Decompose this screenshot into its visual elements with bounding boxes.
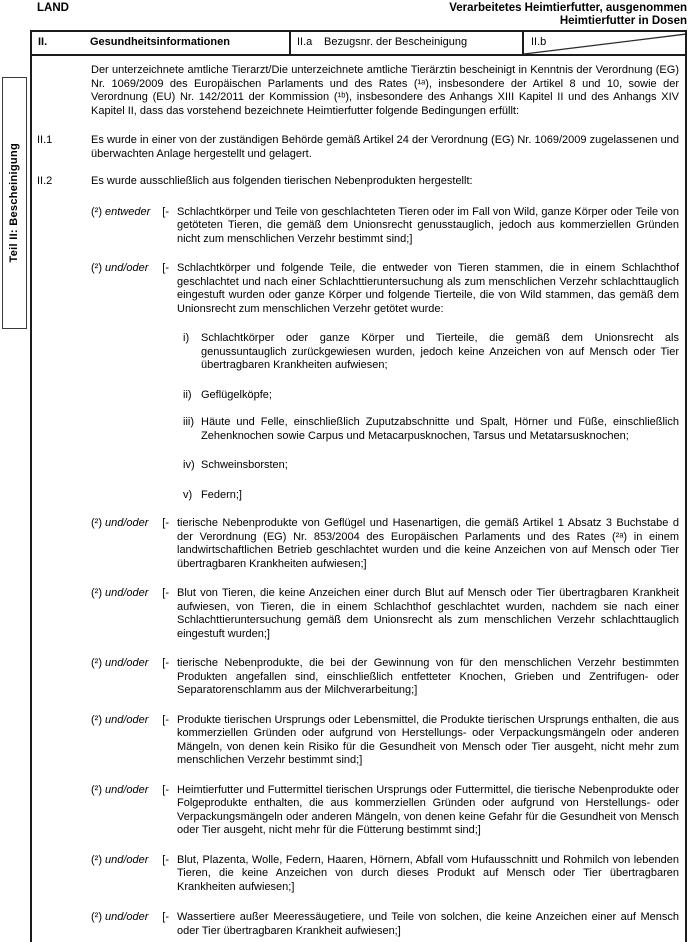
option-bracket: [- <box>162 713 169 726</box>
option-label <box>91 517 177 571</box>
option-item <box>91 206 679 247</box>
sub-item-number: iv) <box>183 459 195 471</box>
option-text: Produkte tierischen Ursprungs oder Lebensmittel, die Produkte tierischen Ursprungs enthalten, die aus kommerziellen Gründen oder aufgrund von Herstellungs- oder Verpackungsmängeln oder anderen Mängeln, von denen kein Risiko für die Gesundheit von Mensch oder Tier ausgeht, nicht mehr zum menschlichen Verzehr bestimmt sind;] <box>177 713 679 766</box>
option-conjunction: und/oder <box>105 517 149 529</box>
document-title-line1: Verarbeitetes Heimtierfutter, ausgenommen <box>449 2 687 14</box>
option-text: Schlachtkörper und folgende Teile, die entweder von Tieren stammen, die in einem Schlachthof geschlachtet und nach einer Schlachttieruntersuchung als zum menschlichen Verzehr schlachttauglich eingestuft wurden oder ganze Körper und folgende Tierteile, die von Wild stammen, das gemäß dem Unionsrecht zum menschlichen Verzehr getötet wurde: <box>177 262 679 315</box>
option-label <box>91 587 177 641</box>
option-bracket: [- <box>162 853 169 866</box>
reference-number-cell <box>289 32 522 54</box>
sub-item <box>183 389 679 403</box>
sub-item <box>183 489 679 503</box>
sub-item <box>183 459 679 473</box>
option-label <box>91 784 177 838</box>
option-bracket: [- <box>162 517 169 529</box>
sub-item-text: Schlachtkörper oder ganze Körper und Tierteile, die gemäß dem Unionsrecht als genussuntauglich zurückgewiesen wurden, jedoch keine Anzeichen von auf Mensch oder Tier übertragbaren Krankheiten aufwiesen; <box>201 332 679 371</box>
option-bracket: [- <box>162 262 169 274</box>
health-information-body <box>30 56 687 942</box>
option-text: Heimtierfutter und Futtermittel tierischen Ursprungs oder Futtermittel, die tierische Nebenprodukte oder Folgeprodukte enthalten, die aus kommerziellen Gründen oder aufgrund von Herstellungs- oder Verpackungsmängeln oder anderen Mängeln, von denen keine Gefahr für die Gesundheit von Mensch oder Tier ausgeht, nicht mehr für die Fütterung bestimmt sind;] <box>177 783 679 836</box>
option-label <box>91 854 177 895</box>
document-title-line2: Heimtierfutter in Dosen <box>559 15 687 27</box>
clause-ii2 <box>37 175 679 189</box>
clause-text: Es wurde in einer von der zuständigen Behörde gemäß Artikel 24 der Verordnung (EG) Nr. 1069/2009 zugelassenen und überwachten Anlage hergestellt und gelagert. <box>91 134 679 160</box>
option-bracket: [- <box>162 657 169 669</box>
footnote-marker: (²) <box>91 262 102 274</box>
option-text: Blut, Plazenta, Wolle, Federn, Haaren, Hörnern, Abfall vom Hufausschnitt und Rohmilch von lebenden Tieren, die keine Anzeichen von durch dieses Produkt auf Mensch oder Tier übertragbaren Krankheiten aufwiesen;] <box>177 853 679 893</box>
section-number: II. <box>38 36 48 49</box>
intro-paragraph: Der unterzeichnete amtliche Tierarzt/Die unterzeichnete amtliche Tierärztin bescheinigt in Kenntnis der Verordnung (EG) Nr. 1069/2009 des Europäischen Parlaments und des Rates (¹ᵃ), insbesondere der Artikel 8 und 10, sowie der Verordnung (EU) Nr. 142/2011 der Kommission (¹ᵇ), insbesondere des Anhangs XIII Kapitel II und des Anhangs XIV Kapitel II, dass das vorstehend bezeichnete Heimtierfutter folgende Bedingungen erfüllt: <box>91 64 679 117</box>
footnote-marker: (²) <box>91 911 102 923</box>
option-label <box>91 262 177 316</box>
sub-item-text: Schweinsborsten; <box>201 459 288 471</box>
option-conjunction: und/oder <box>105 262 149 274</box>
cell-iib <box>522 32 685 54</box>
footnote-marker: (²) <box>91 853 102 866</box>
sub-item-number: ii) <box>183 388 192 401</box>
option-text: tierische Nebenprodukte von Geflügel und Hasenartigen, die gemäß Artikel 1 Absatz 3 Buchstabe d der Verordnung (EG) Nr. 853/2004 des Europäischen Parlaments und des Rates (²ᵃ) in einem landwirtschaftlichen Betrieb geschlachtet wurden und die keine Anzeichen von auf Mensch oder Tier übertragbaren Krankheiten aufwiesen;] <box>177 517 679 570</box>
option-text: Wassertiere außer Meeressäugetiere, und Teile von solchen, die keine Anzeichen einer auf Mensch oder Tier übertragbaren Krankheit aufwiesen;] <box>177 911 679 937</box>
option-conjunction: entweder <box>105 205 151 218</box>
option-bracket: [- <box>162 783 169 796</box>
country-label: LAND <box>37 2 69 14</box>
section-header-cell <box>32 32 289 54</box>
sub-item <box>183 416 679 443</box>
clause-number: II.1 <box>37 134 53 146</box>
option-text: Blut von Tieren, die keine Anzeichen einer durch Blut auf Mensch oder Tier übertragbaren Krankheit aufwiesen, von Tieren, die in einem Schlachthof geschlachtet wurden, nachdem sie nach einer Schlachttieruntersuchung gemäß dem Unionsrecht als zum menschlichen Verzehr schlachttauglich eingestuft wurden;] <box>177 587 679 640</box>
part-ii-label-box <box>2 77 27 329</box>
option-label <box>91 911 177 938</box>
footnote-marker: (²) <box>91 713 102 726</box>
option-bracket: [- <box>162 911 169 923</box>
option-text: Schlachtkörper und Teile von geschlachteten Tieren oder im Fall von Wild, ganze Körper oder Teile von getöteten Tieren, die gemäß dem Unionsrecht genusstauglich, jedoch aus kommerziellen Gründen nicht zum menschlichen Verzehr bestimmt sind;] <box>177 205 679 245</box>
option-conjunction: und/oder <box>105 911 149 923</box>
sub-item <box>183 332 679 373</box>
option-item <box>91 262 679 316</box>
option-label <box>91 714 177 768</box>
diagonal-strike-line <box>524 32 685 54</box>
footnote-marker: (²) <box>91 517 102 529</box>
option-conjunction: und/oder <box>105 713 149 726</box>
option-bracket: [- <box>162 205 169 218</box>
sub-item-text: Häute und Felle, einschließlich Zuputzabschnitte und Spalt, Hörner und Füße, einschließlich Zehenknochen sowie Carpus und Metacarpusknochen, Tarsus und Metatarsusknochen; <box>201 416 679 442</box>
option-conjunction: und/oder <box>105 657 149 669</box>
page-header <box>37 2 687 28</box>
option-label <box>91 206 177 247</box>
clause-number: II.2 <box>37 175 53 187</box>
option-conjunction: und/oder <box>105 587 149 599</box>
cell-iia-number: II.a <box>297 36 313 49</box>
option-item <box>91 784 679 838</box>
footnote-marker: (²) <box>91 587 102 599</box>
section-title: Gesundheitsinformationen <box>90 36 230 49</box>
sub-item-text: Geflügelköpfe; <box>201 388 272 401</box>
cell-iib-number: II.b <box>531 36 547 48</box>
footnote-marker: (²) <box>91 783 102 796</box>
option-bracket: [- <box>162 587 169 599</box>
footnote-marker: (²) <box>91 657 102 669</box>
option-item <box>91 854 679 895</box>
footnote-marker: (²) <box>91 205 102 218</box>
clause-text: Es wurde ausschließlich aus folgenden tierischen Nebenprodukten hergestellt: <box>91 175 473 187</box>
option-item <box>91 657 679 698</box>
sub-item-text: Federn;] <box>201 488 242 501</box>
option-item <box>91 517 679 571</box>
part-ii-label: Teil II: Bescheinigung <box>7 143 20 263</box>
option-conjunction: und/oder <box>105 853 149 866</box>
cell-iia-label: Bezugsnr. der Bescheinigung <box>324 36 468 49</box>
option-item <box>91 911 679 938</box>
option-text: tierische Nebenprodukte, die bei der Gewinnung von für den menschlichen Verzehr bestimmten Produkten angefallen sind, einschließlich entfetteter Knochen, Grieben und Zentrifugen- oder Separatorenschlamm aus der Milchverarbeitung;] <box>177 657 679 696</box>
clause-ii1 <box>37 134 679 161</box>
certificate-table <box>30 30 687 942</box>
option-label <box>91 657 177 698</box>
sub-item-number: i) <box>183 332 190 344</box>
option-item <box>91 587 679 641</box>
option-conjunction: und/oder <box>105 783 149 796</box>
document-title <box>449 2 687 28</box>
option-item <box>91 714 679 768</box>
table-header-row <box>30 30 687 56</box>
sub-item-number: v) <box>183 488 193 501</box>
sub-item-number: iii) <box>183 416 194 428</box>
